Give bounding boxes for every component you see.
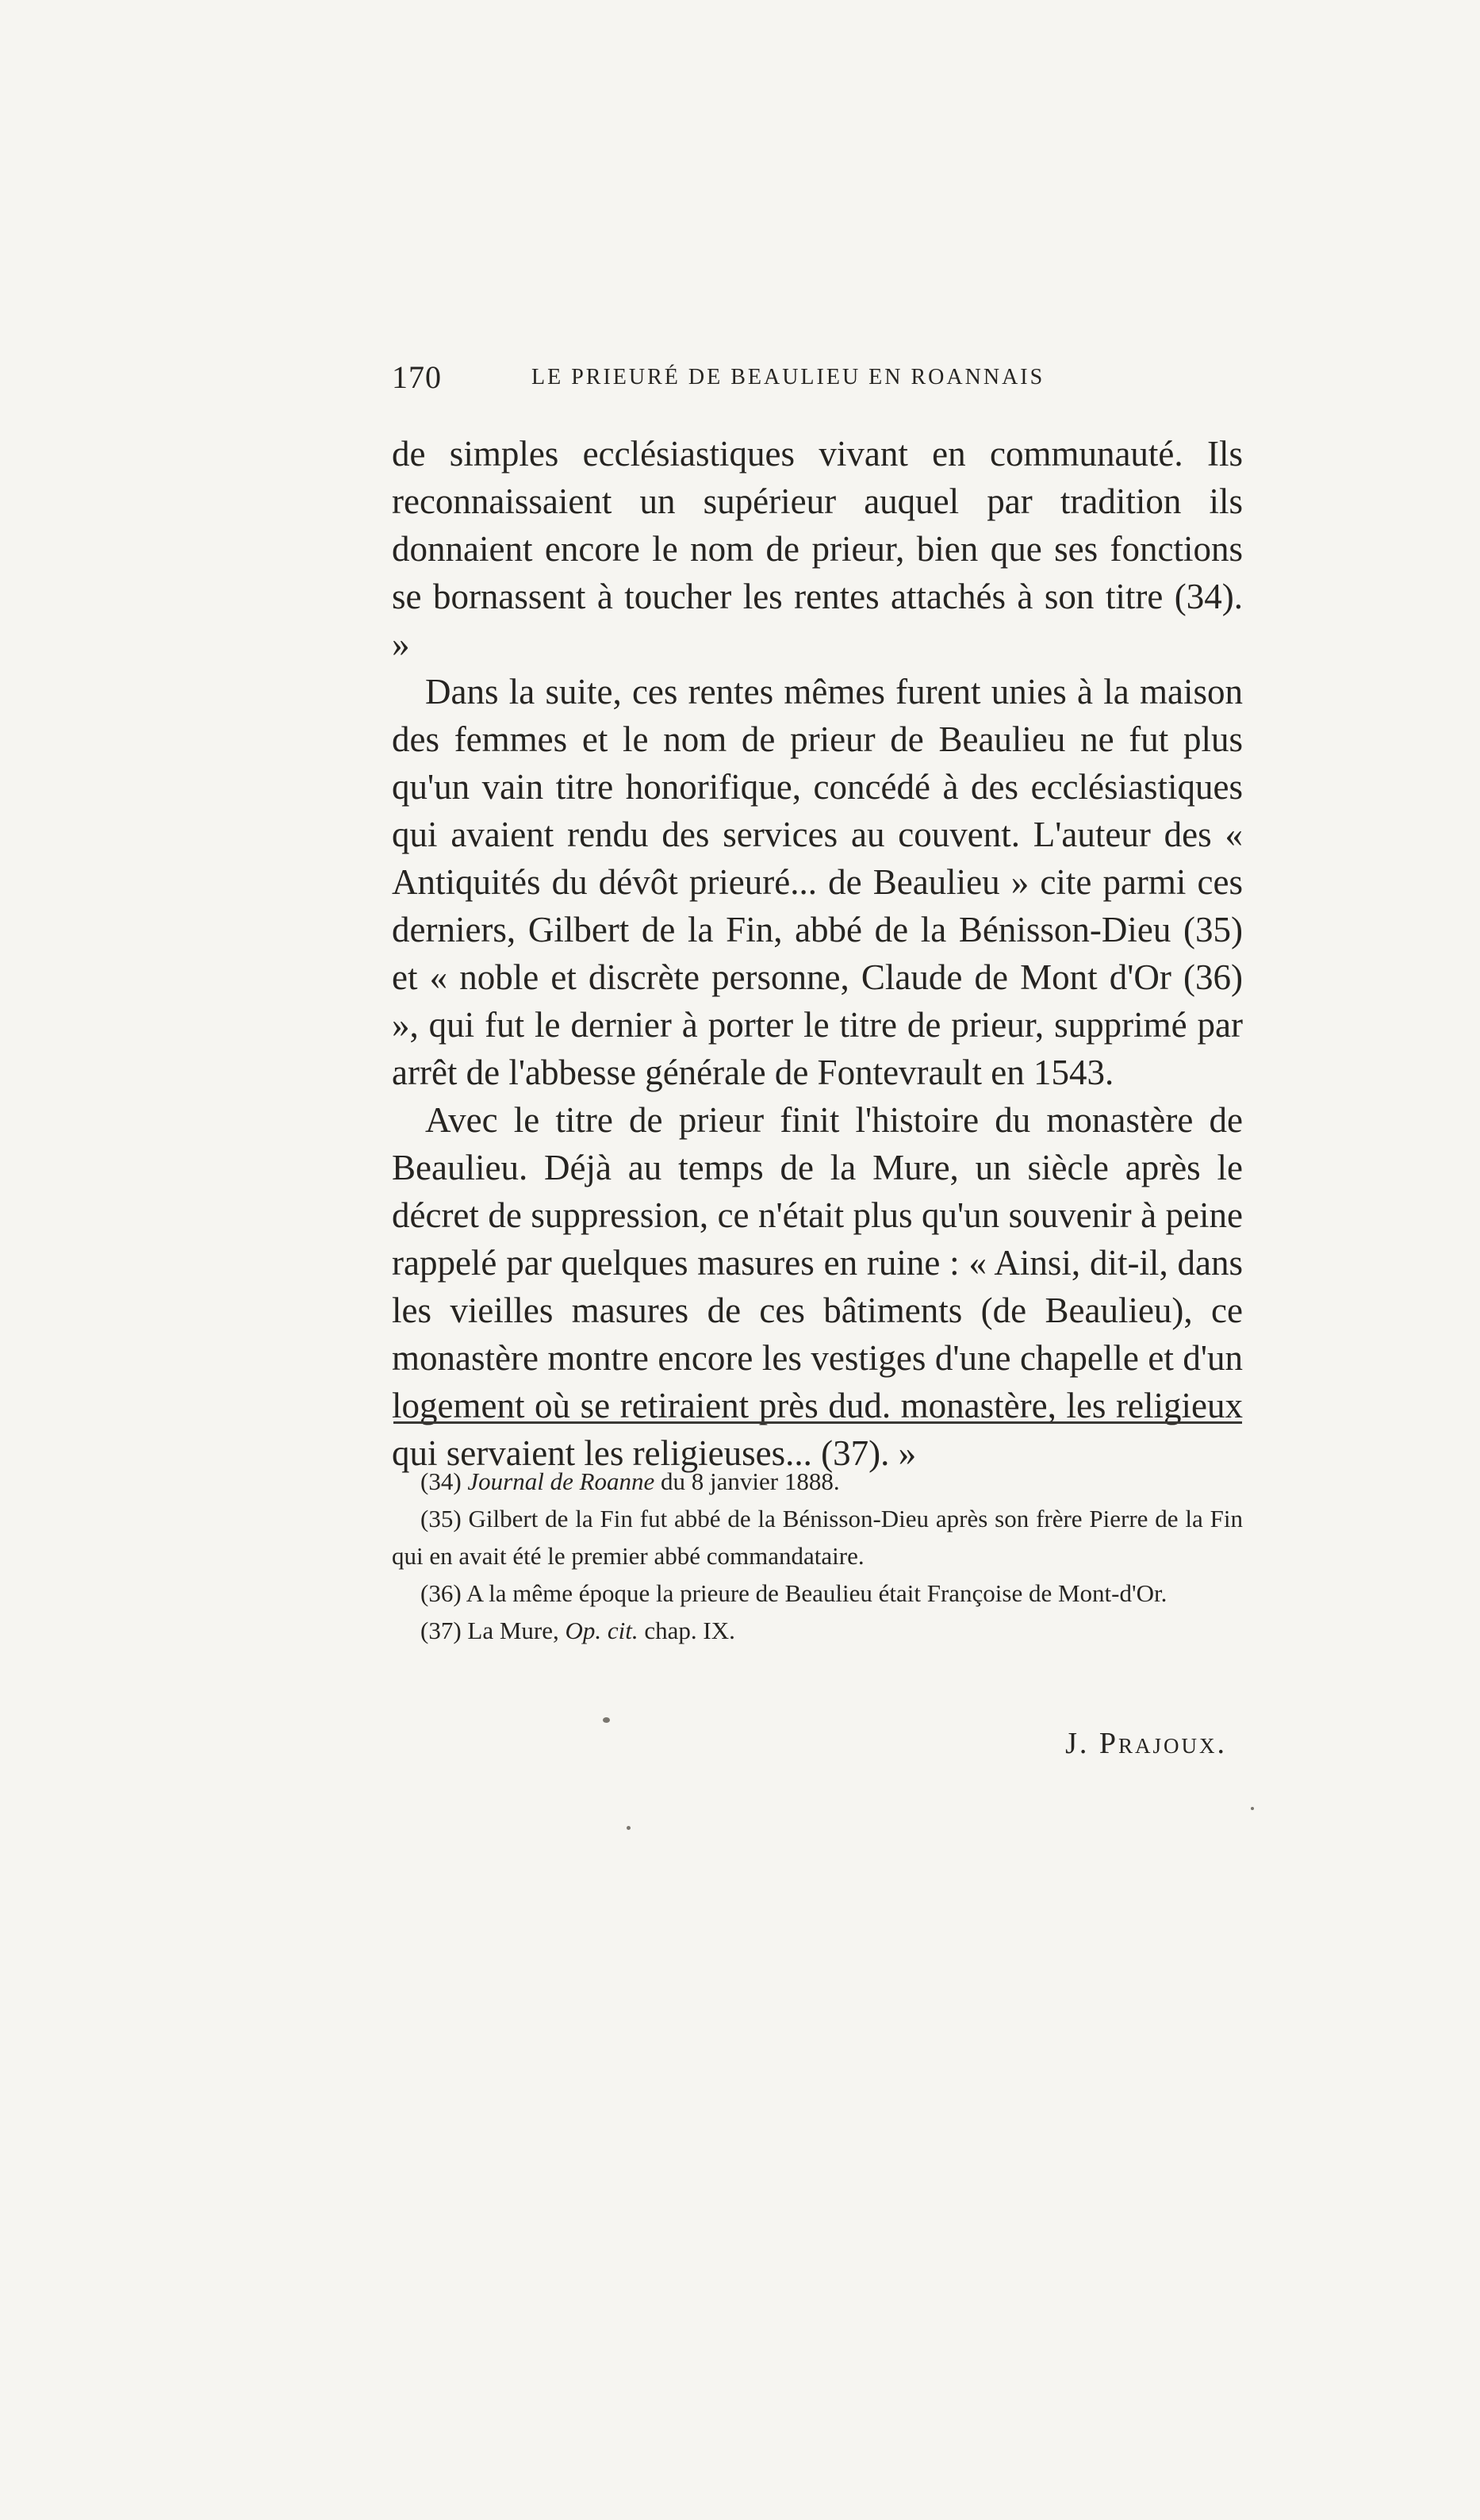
footnote-number: (37) [420,1617,462,1644]
footnote-text: chap. IX. [638,1617,735,1644]
footnote-number: (36) [420,1579,462,1607]
running-head [392,359,1243,406]
running-title: LE PRIEURÉ DE BEAULIEU EN ROANNAIS [531,365,1045,389]
footnote-36 [392,1575,1243,1612]
paragraph-3: Avec le titre de prieur finit l'histoire du monastère de Beaulieu. Déjà au temps de la Mure, un siècle après le décret de suppression, ce n'était plus qu'un souvenir à peine rappelé par quelques masures en ruine : « Ainsi, dit-il, dans les vieilles masures de ces bâtiments (de Beaulieu), ce monastère montre encore les vestiges d'une chapelle et d'un logement où se retiraient près dud. monastère, les religieux qui servaient les religieuses... (37). » [392,1100,1243,1473]
footnote-prefix: La Mure, [461,1617,566,1644]
footnote-divider [393,1421,1242,1424]
footnote-italic: Op. cit. [565,1617,638,1644]
footnote-text: A la même époque la prieure de Beaulieu était Françoise de Mont-d'Or. [461,1579,1168,1607]
footnote-italic: Journal de Roanne [467,1467,655,1495]
ink-speck [1251,1807,1254,1810]
paragraph-1: de simples ecclésiastiques vivant en communauté. Ils reconnaissaient un supérieur auquel par tradition ils donnaient encore le nom de prieur, bien que ses fonctions se bornassent à toucher les rentes attachés à son titre (34). » [392,434,1243,664]
footnote-text: du 8 janvier 1888. [654,1467,840,1495]
ink-speck [603,1717,610,1723]
ink-speck [627,1826,631,1830]
page-number: 170 [392,359,442,395]
page [392,359,1243,1760]
footnote-number: (35) [420,1505,462,1532]
footnote-37 [392,1612,1243,1649]
author-signature: J. Prajoux. [1065,1727,1227,1760]
footnotes [392,1463,1243,1649]
footnote-number: (34) [420,1467,462,1495]
body-text [392,430,1243,1477]
footnote-34 [392,1463,1243,1500]
footnote-35 [392,1500,1243,1575]
footnote-text: Gilbert de la Fin fut abbé de la Bénisson-Dieu après son frère Pierre de la Fin qui en avait été le premier abbé commandataire. [392,1505,1243,1570]
paragraph-2: Dans la suite, ces rentes mêmes furent unies à la maison des femmes et le nom de prieur de Beaulieu ne fut plus qu'un vain titre honorifique, concédé à des ecclésiastiques qui avaient rendu des services au couvent. L'auteur des « Antiquités du dévôt prieuré... de Beaulieu » cite parmi ces derniers, Gilbert de la Fin, abbé de la Bénisson-Dieu (35) et « noble et discrète personne, Claude de Mont d'Or (36) », qui fut le dernier à porter le titre de prieur, supprimé par arrêt de l'abbesse générale de Fontevrault en 1543. [392,672,1243,1092]
